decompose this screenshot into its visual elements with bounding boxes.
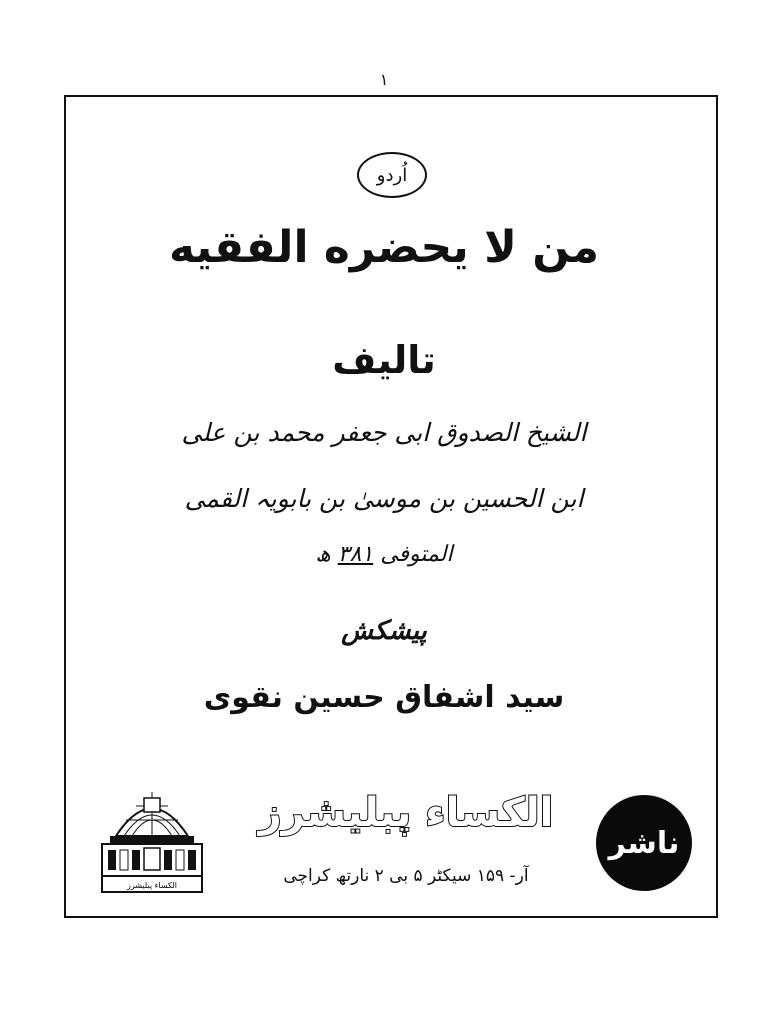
publisher-badge — [596, 795, 692, 891]
publisher-label: ناشر — [608, 825, 680, 861]
publisher-name: الکساء پبلیشرز — [258, 790, 554, 836]
page-number: ۱ — [379, 70, 389, 89]
language-badge — [357, 152, 427, 198]
presented-label: پیشکش — [341, 616, 427, 646]
book-title: من لا يحضره الفقيه — [168, 222, 600, 273]
authorship-label: تالیف — [332, 338, 436, 382]
death-prefix: المتوفی — [380, 542, 453, 567]
author-line-2: ابن الحسین بن موسیٰ بن بابویہ القمی — [184, 484, 584, 513]
death-suffix: ھ — [315, 542, 331, 567]
death-year: ۳۸۱ — [337, 542, 374, 567]
publisher-logo — [96, 786, 208, 898]
language-label: اُردو — [376, 164, 408, 186]
compiler-name: سید اشفاق حسین نقوی — [203, 680, 565, 715]
author-death-line — [0, 542, 768, 567]
publisher-address: آر- ۱۵۹ سیکٹر ۵ بی ۲ نارتھ کراچی — [283, 866, 529, 886]
author-line-1: الشیخ الصدوق ابی جعفر محمد بن علی — [181, 418, 587, 447]
logo-text: الکساء پبلیشرز — [126, 881, 178, 890]
